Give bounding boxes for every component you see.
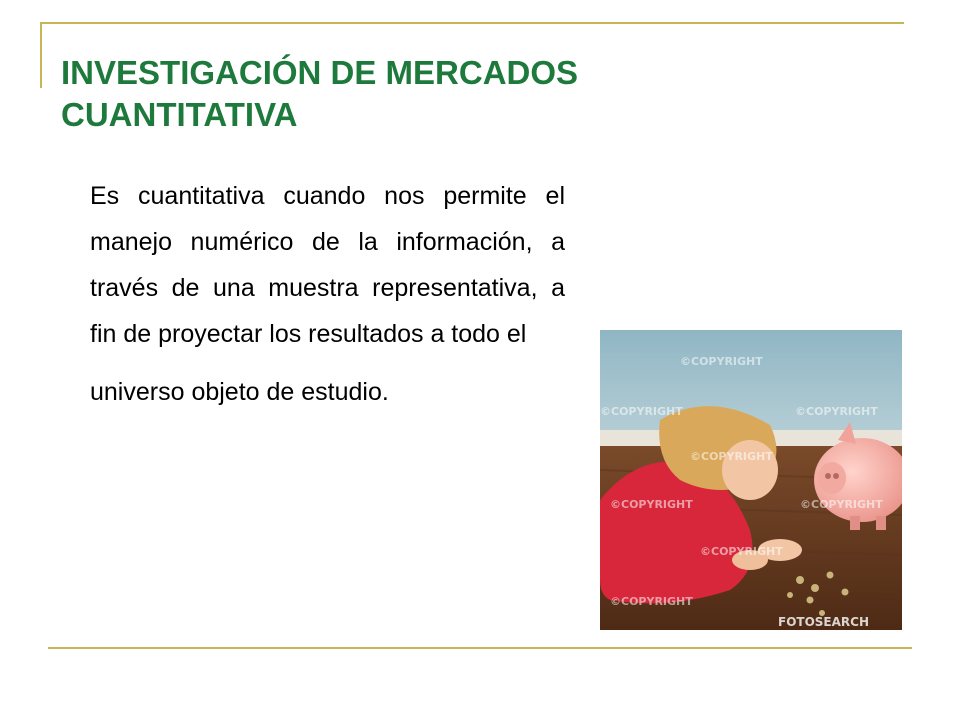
title-line-1: INVESTIGACIÓN DE MERCADOS xyxy=(61,54,579,91)
title-line-2: CUANTITATIVA xyxy=(61,96,298,133)
body-main-text: Es cuantitativa cuando nos permite el manejo numérico de la información, a través de una muestra representativa, a fin de proyectar los resultados a todo el xyxy=(90,182,565,348)
svg-text:©COPYRIGHT: ©COPYRIGHT xyxy=(610,595,693,608)
watermark-brand: FOTOSEARCH xyxy=(778,615,870,629)
photo-girl-face xyxy=(722,440,778,500)
svg-text:©COPYRIGHT: ©COPYRIGHT xyxy=(610,498,693,511)
body-last-line: universo objeto de estudio. xyxy=(90,378,389,406)
svg-text:©COPYRIGHT: ©COPYRIGHT xyxy=(600,405,683,418)
svg-text:©COPYRIGHT: ©COPYRIGHT xyxy=(700,545,783,558)
left-rule xyxy=(40,22,42,88)
svg-text:©COPYRIGHT: ©COPYRIGHT xyxy=(690,450,773,463)
girl-piggy-bank-photo xyxy=(600,330,902,630)
body-paragraph xyxy=(90,173,565,415)
slide-title xyxy=(61,52,761,136)
svg-text:©COPYRIGHT: ©COPYRIGHT xyxy=(795,405,878,418)
top-rule xyxy=(40,22,904,24)
svg-text:©COPYRIGHT: ©COPYRIGHT xyxy=(800,498,883,511)
watermark-copyright: ©COPYRIGHT xyxy=(680,355,763,368)
bottom-rule xyxy=(48,647,912,649)
